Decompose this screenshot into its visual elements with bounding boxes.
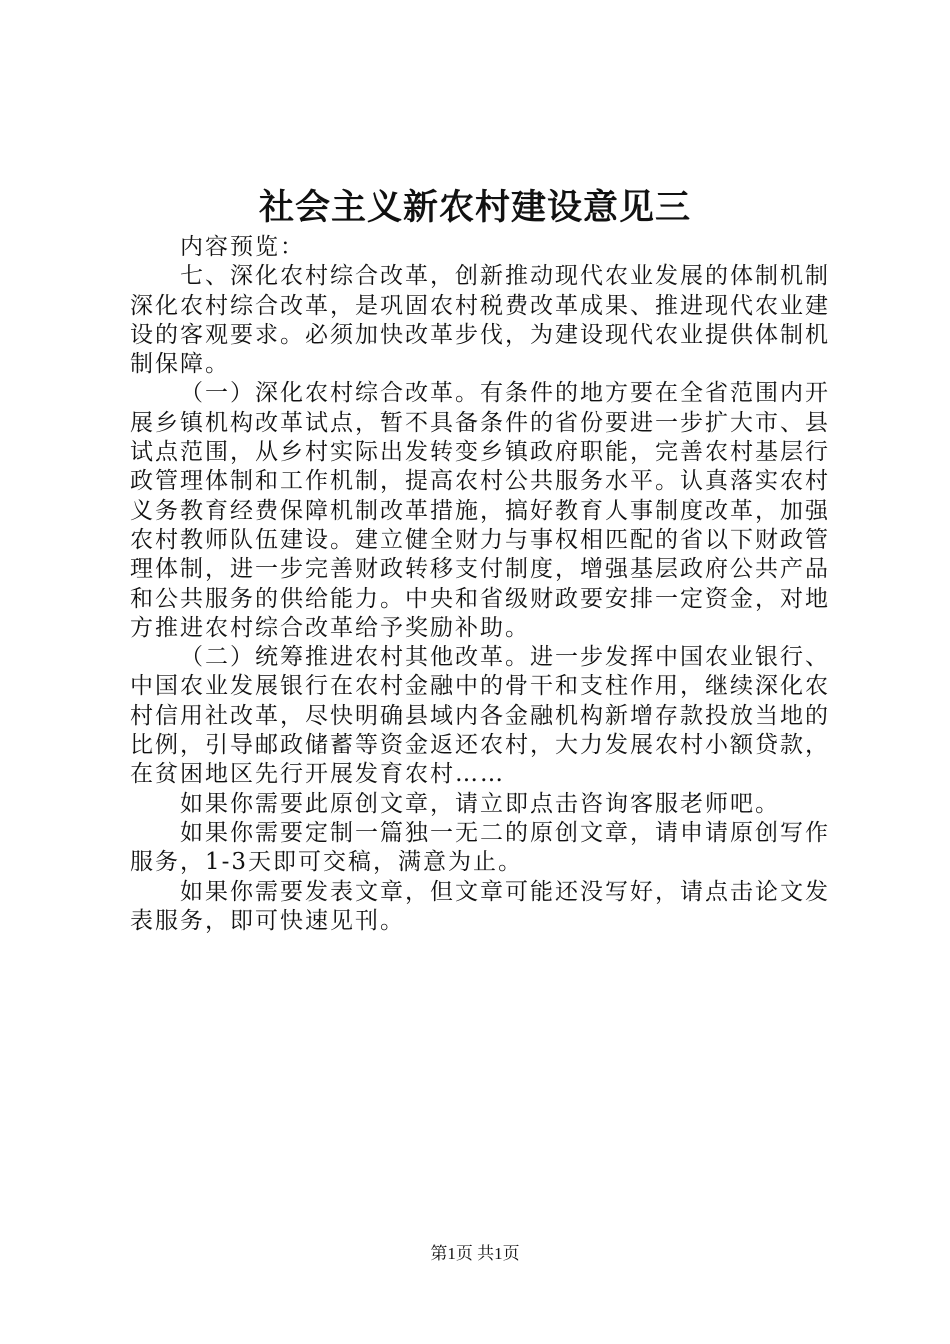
paragraph-publishing-service: 如果你需要发表文章，但文章可能还没写好，请点击论文发表服务，即可快速见刊。	[130, 878, 830, 934]
paragraph-custom-writing: 如果你需要定制一篇独一无二的原创文章，请申请原创写作服务，1-3天即可交稿，满意为止。	[130, 819, 830, 876]
paragraph-subsection-two: （二）统筹推进农村其他改革。进一步发挥中国农业银行、中国农业发展银行在农村金融中的骨干和支柱作用，继续深化农村信用社改革，尽快明确县域内各金融机构新增存款投放当地的比例，引导邮政储蓄等资金返还农村，大力发展农村小额贷款，在贫困地区先行开展发育农村……	[130, 644, 830, 788]
paragraph-consult-service: 如果你需要此原创文章，请立即点击咨询客服老师吧。	[180, 790, 780, 817]
preview-label: 内容预览：	[180, 234, 305, 260]
page-number-footer: 第1页 共1页	[430, 1244, 520, 1263]
paragraph-section-seven: 七、深化农村综合改革，创新推动现代农业发展的体制机制深化农村综合改革，是巩固农村税费改革成果、推进现代农业建设的客观要求。必须加快改革步伐，为建设现代农业提供体制机制保障。	[130, 263, 830, 378]
document-title: 社会主义新农村建设意见三	[258, 187, 691, 228]
document-body	[130, 233, 832, 936]
paragraph-subsection-one: （一）深化农村综合改革。有条件的地方要在全省范围内开展乡镇机构改革试点，暂不具备条件的省份要进一步扩大市、县试点范围，从乡村实际出发转变乡镇政府职能，完善农村基层行政管理体制和工作机制，提高农村公共服务水平。认真落实农村义务教育经费保障机制改革措施，搞好教育人事制度改革，加强农村教师队伍建设。建立健全财力与事权相匹配的省以下财政管理体制，进一步完善财政转移支付制度，增强基层政府公共产品和公共服务的供给能力。中央和省级财政要安排一定资金，对地方推进农村综合改革给予奖励补助。	[130, 380, 830, 641]
